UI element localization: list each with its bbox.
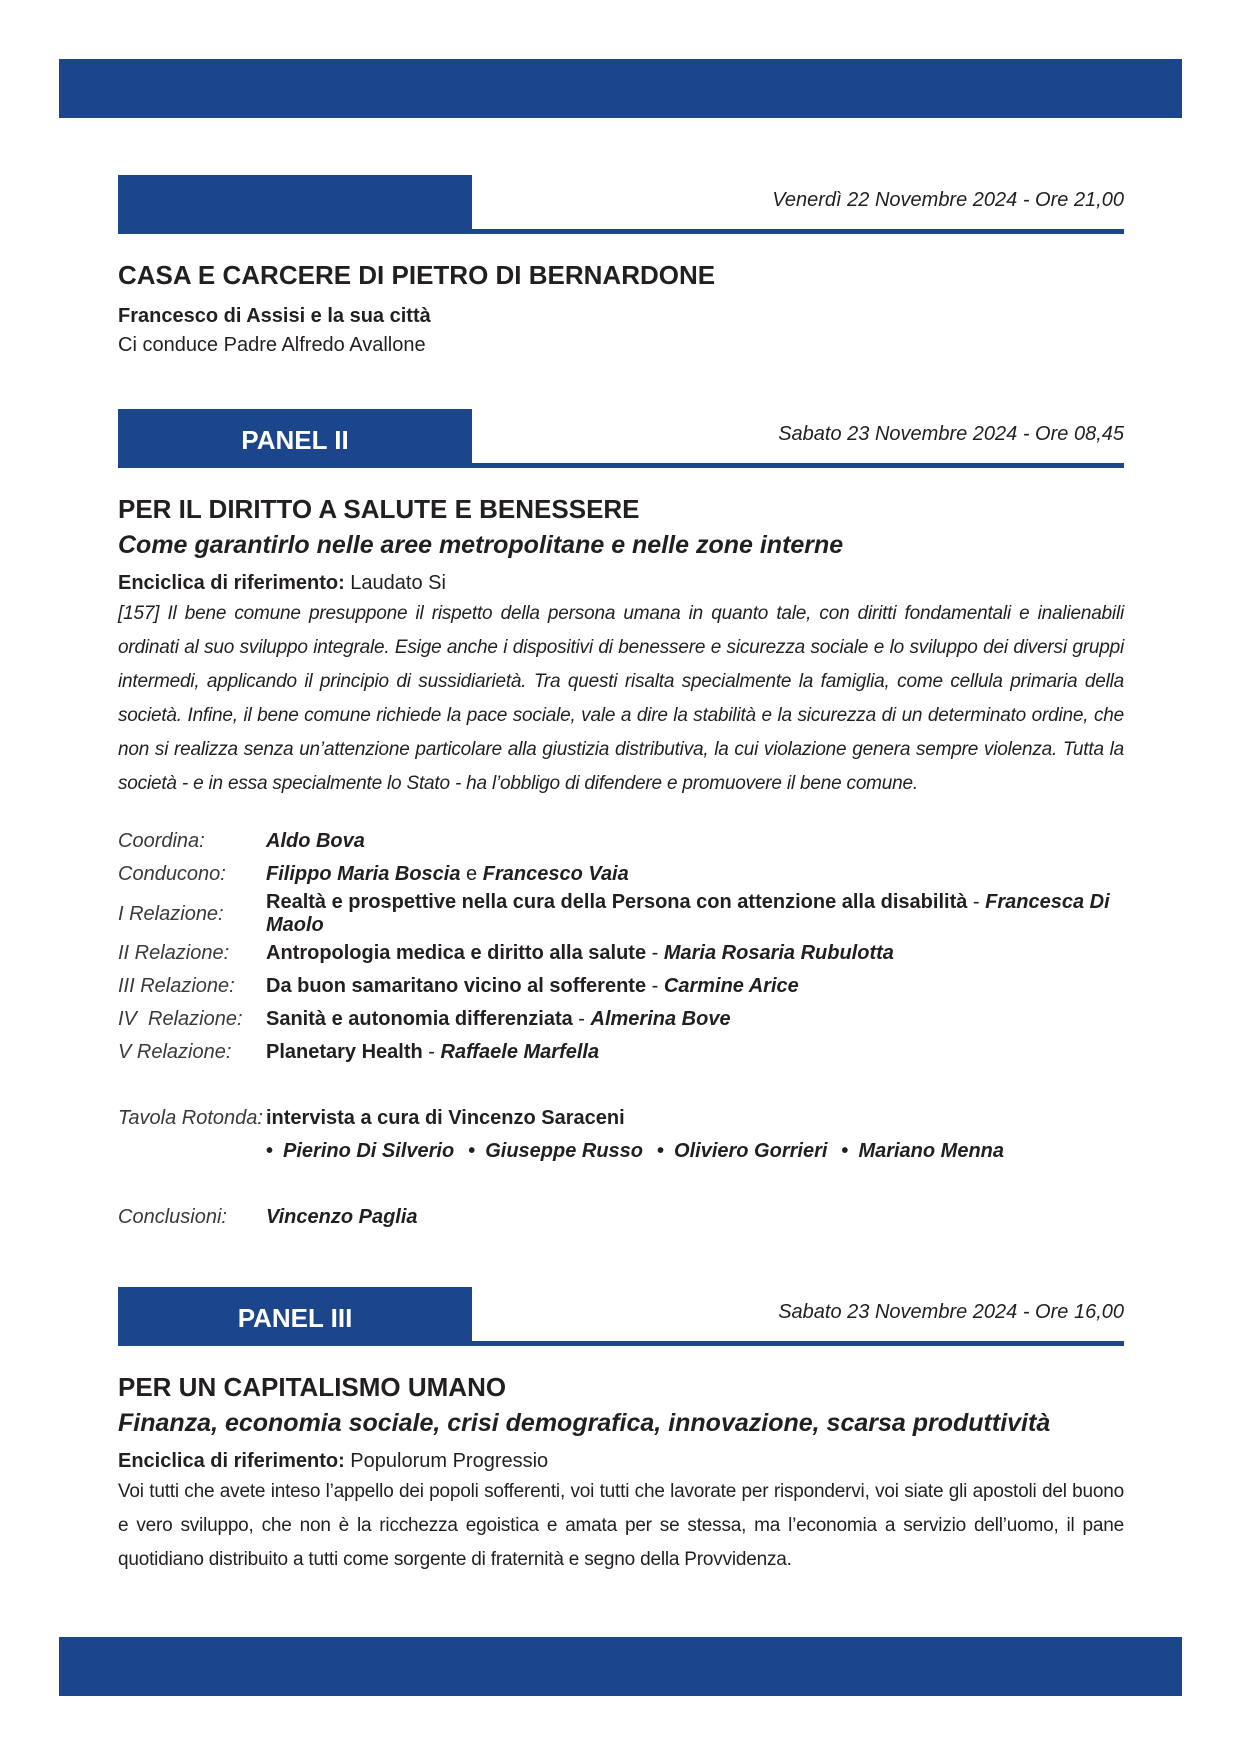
role-label: II Relazione: — [118, 942, 230, 964]
talk-speaker: Raffaele Marfella — [440, 1041, 600, 1063]
encyclical-label: Enciclica di riferimento: — [118, 1450, 345, 1472]
role-row — [118, 1135, 1124, 1168]
talk — [266, 1036, 1124, 1069]
bullet-icon: • — [657, 1140, 665, 1162]
panel-label: PANEL II — [118, 409, 472, 468]
talk-speaker: Almerina Bove — [590, 1008, 731, 1030]
talk-topic: Antropologia medica e diritto alla salute — [266, 942, 647, 964]
conclusions-speaker: Vincenzo Paglia — [266, 1206, 418, 1228]
section-header — [118, 1287, 1124, 1346]
round-table-host: intervista a cura di Vincenzo Saraceni — [266, 1107, 625, 1129]
role-label: III Relazione: — [118, 975, 235, 997]
role-label: I Relazione: — [118, 902, 224, 925]
section-header — [118, 175, 1124, 234]
talk-separator: - — [422, 1041, 441, 1063]
encyclical-reference — [118, 572, 1124, 595]
talk-separator: - — [967, 891, 986, 913]
talk — [266, 891, 1124, 937]
hosts — [266, 858, 1124, 891]
talk-speaker: Francesca Di Maolo — [266, 891, 1110, 936]
encyclical-quote: Voi tutti che avete inteso l’appello dei popoli sofferenti, voi tutti che lavorate per rispondervi, voi siate gli apostoli del buono e vero sviluppo, che non è la ricchezza egoistica e amata per se stessa, ma l’economia a servizio dell’uomo, il pane quotidiano distribuito a tutti come sorgente di fraternità e segno della Provvidenza. — [118, 1481, 1124, 1570]
role-row — [118, 937, 1124, 970]
talk-topic: Planetary Health — [266, 1041, 423, 1063]
talk-separator: - — [572, 1008, 591, 1030]
panelist-name: Mariano Menna — [858, 1140, 1005, 1162]
encyclical-label: Enciclica di riferimento: — [118, 572, 345, 594]
section-panel-3 — [118, 1287, 1124, 1577]
talk — [266, 937, 1124, 970]
section-evening-visit — [118, 175, 1124, 357]
section-title: CASA E CARCERE DI PIETRO DI BERNARDONE — [118, 260, 716, 290]
role-label: Tavola Rotonda: — [118, 1107, 263, 1129]
guide-text: Ci conduce Padre Alfredo Avallone — [118, 334, 426, 356]
header-rule — [118, 229, 1124, 234]
bottom-banner — [59, 1637, 1182, 1696]
encyclical-name: Populorum Progressio — [350, 1450, 549, 1472]
role-row — [118, 858, 1124, 891]
section-header — [118, 409, 1124, 468]
panel-label-box — [118, 175, 472, 234]
role-row — [118, 891, 1124, 937]
role-label: IV Relazione: — [118, 1008, 243, 1030]
bullet-icon: • — [841, 1140, 849, 1162]
header-rule — [118, 1341, 1124, 1346]
section-subtitle: Francesco di Assisi e la sua città — [118, 305, 431, 327]
coordinator-name: Aldo Bova — [266, 830, 365, 852]
panelist-name: Pierino Di Silverio — [283, 1140, 455, 1162]
talk-separator: - — [646, 942, 664, 964]
event-date: Sabato 23 Novembre 2024 - Ore 16,00 — [778, 1301, 1124, 1323]
role-row — [118, 1036, 1124, 1069]
talk-topic: Realtà e prospettive nella cura della Persona con attenzione alla disabilità — [266, 891, 968, 913]
header-rule — [118, 463, 1124, 468]
role-row — [118, 1201, 1124, 1234]
section-title: PER IL DIRITTO A SALUTE E BENESSERE — [118, 494, 640, 524]
role-row — [118, 1102, 1124, 1135]
encyclical-name: Laudato Si — [350, 572, 446, 594]
panel-label: PANEL III — [118, 1287, 472, 1346]
talk-speaker: Carmine Arice — [663, 975, 799, 997]
encyclical-quote: [157] Il bene comune presuppone il rispetto della persona umana in quanto tale, con diritti fondamentali e inalienabili ordinati al suo sviluppo integrale. Esige anche i dispositivi di benessere e sicurezza sociale e lo sviluppo dei diversi gruppi intermedi, applicando il principio di sussidiarietà. Tra questi risalta specialmente la famiglia, come cellula primaria della società. Infine, il bene comune richiede la pace sociale, vale a dire la stabilità e la sicurezza di un determinato ordine, che non si realizza senza un’attenzione particolare alla giustizia distributiva, la cui violazione genera sempre violenza. Tutta la società - e in essa specialmente lo Stato - ha l’obbligo di difendere e promuovere il bene comune. — [118, 603, 1124, 794]
conjunction: e — [466, 863, 478, 885]
role-label: Conducono: — [118, 863, 226, 885]
talk-speaker: Maria Rosaria Rubulotta — [663, 942, 894, 964]
role-row — [118, 825, 1124, 858]
top-banner — [59, 59, 1182, 118]
event-date: Sabato 23 Novembre 2024 - Ore 08,45 — [778, 423, 1124, 445]
bullet-icon: • — [266, 1140, 274, 1162]
panelist-name: Oliviero Gorrieri — [674, 1140, 828, 1162]
talk-separator: - — [646, 975, 664, 997]
role-label: Conclusioni: — [118, 1206, 227, 1228]
role-row — [118, 970, 1124, 1003]
section-subtitle: Come garantirlo nelle aree metropolitane e nelle zone interne — [118, 531, 844, 559]
section-subtitle: Finanza, economia sociale, crisi demografica, innovazione, scarsa produttività — [118, 1409, 1051, 1437]
bullet-icon: • — [468, 1140, 476, 1162]
speakers-table — [118, 825, 1124, 1234]
role-label: V Relazione: — [118, 1041, 232, 1063]
role-label: Coordina: — [118, 830, 205, 852]
panelists-list — [266, 1135, 1124, 1168]
host-name: Francesco Vaia — [482, 863, 629, 885]
talk-topic: Sanità e autonomia differenziata — [266, 1008, 573, 1030]
talk-topic: Da buon samaritano vicino al sofferente — [266, 975, 647, 997]
section-title: PER UN CAPITALISMO UMANO — [118, 1372, 507, 1402]
host-name: Filippo Maria Boscia — [266, 863, 461, 885]
event-date: Venerdì 22 Novembre 2024 - Ore 21,00 — [772, 189, 1124, 211]
talk — [266, 1003, 1124, 1036]
role-row — [118, 1003, 1124, 1036]
panelist-name: Giuseppe Russo — [485, 1140, 644, 1162]
section-panel-2 — [118, 409, 1124, 1234]
talk — [266, 970, 1124, 1003]
encyclical-reference — [118, 1450, 1124, 1473]
